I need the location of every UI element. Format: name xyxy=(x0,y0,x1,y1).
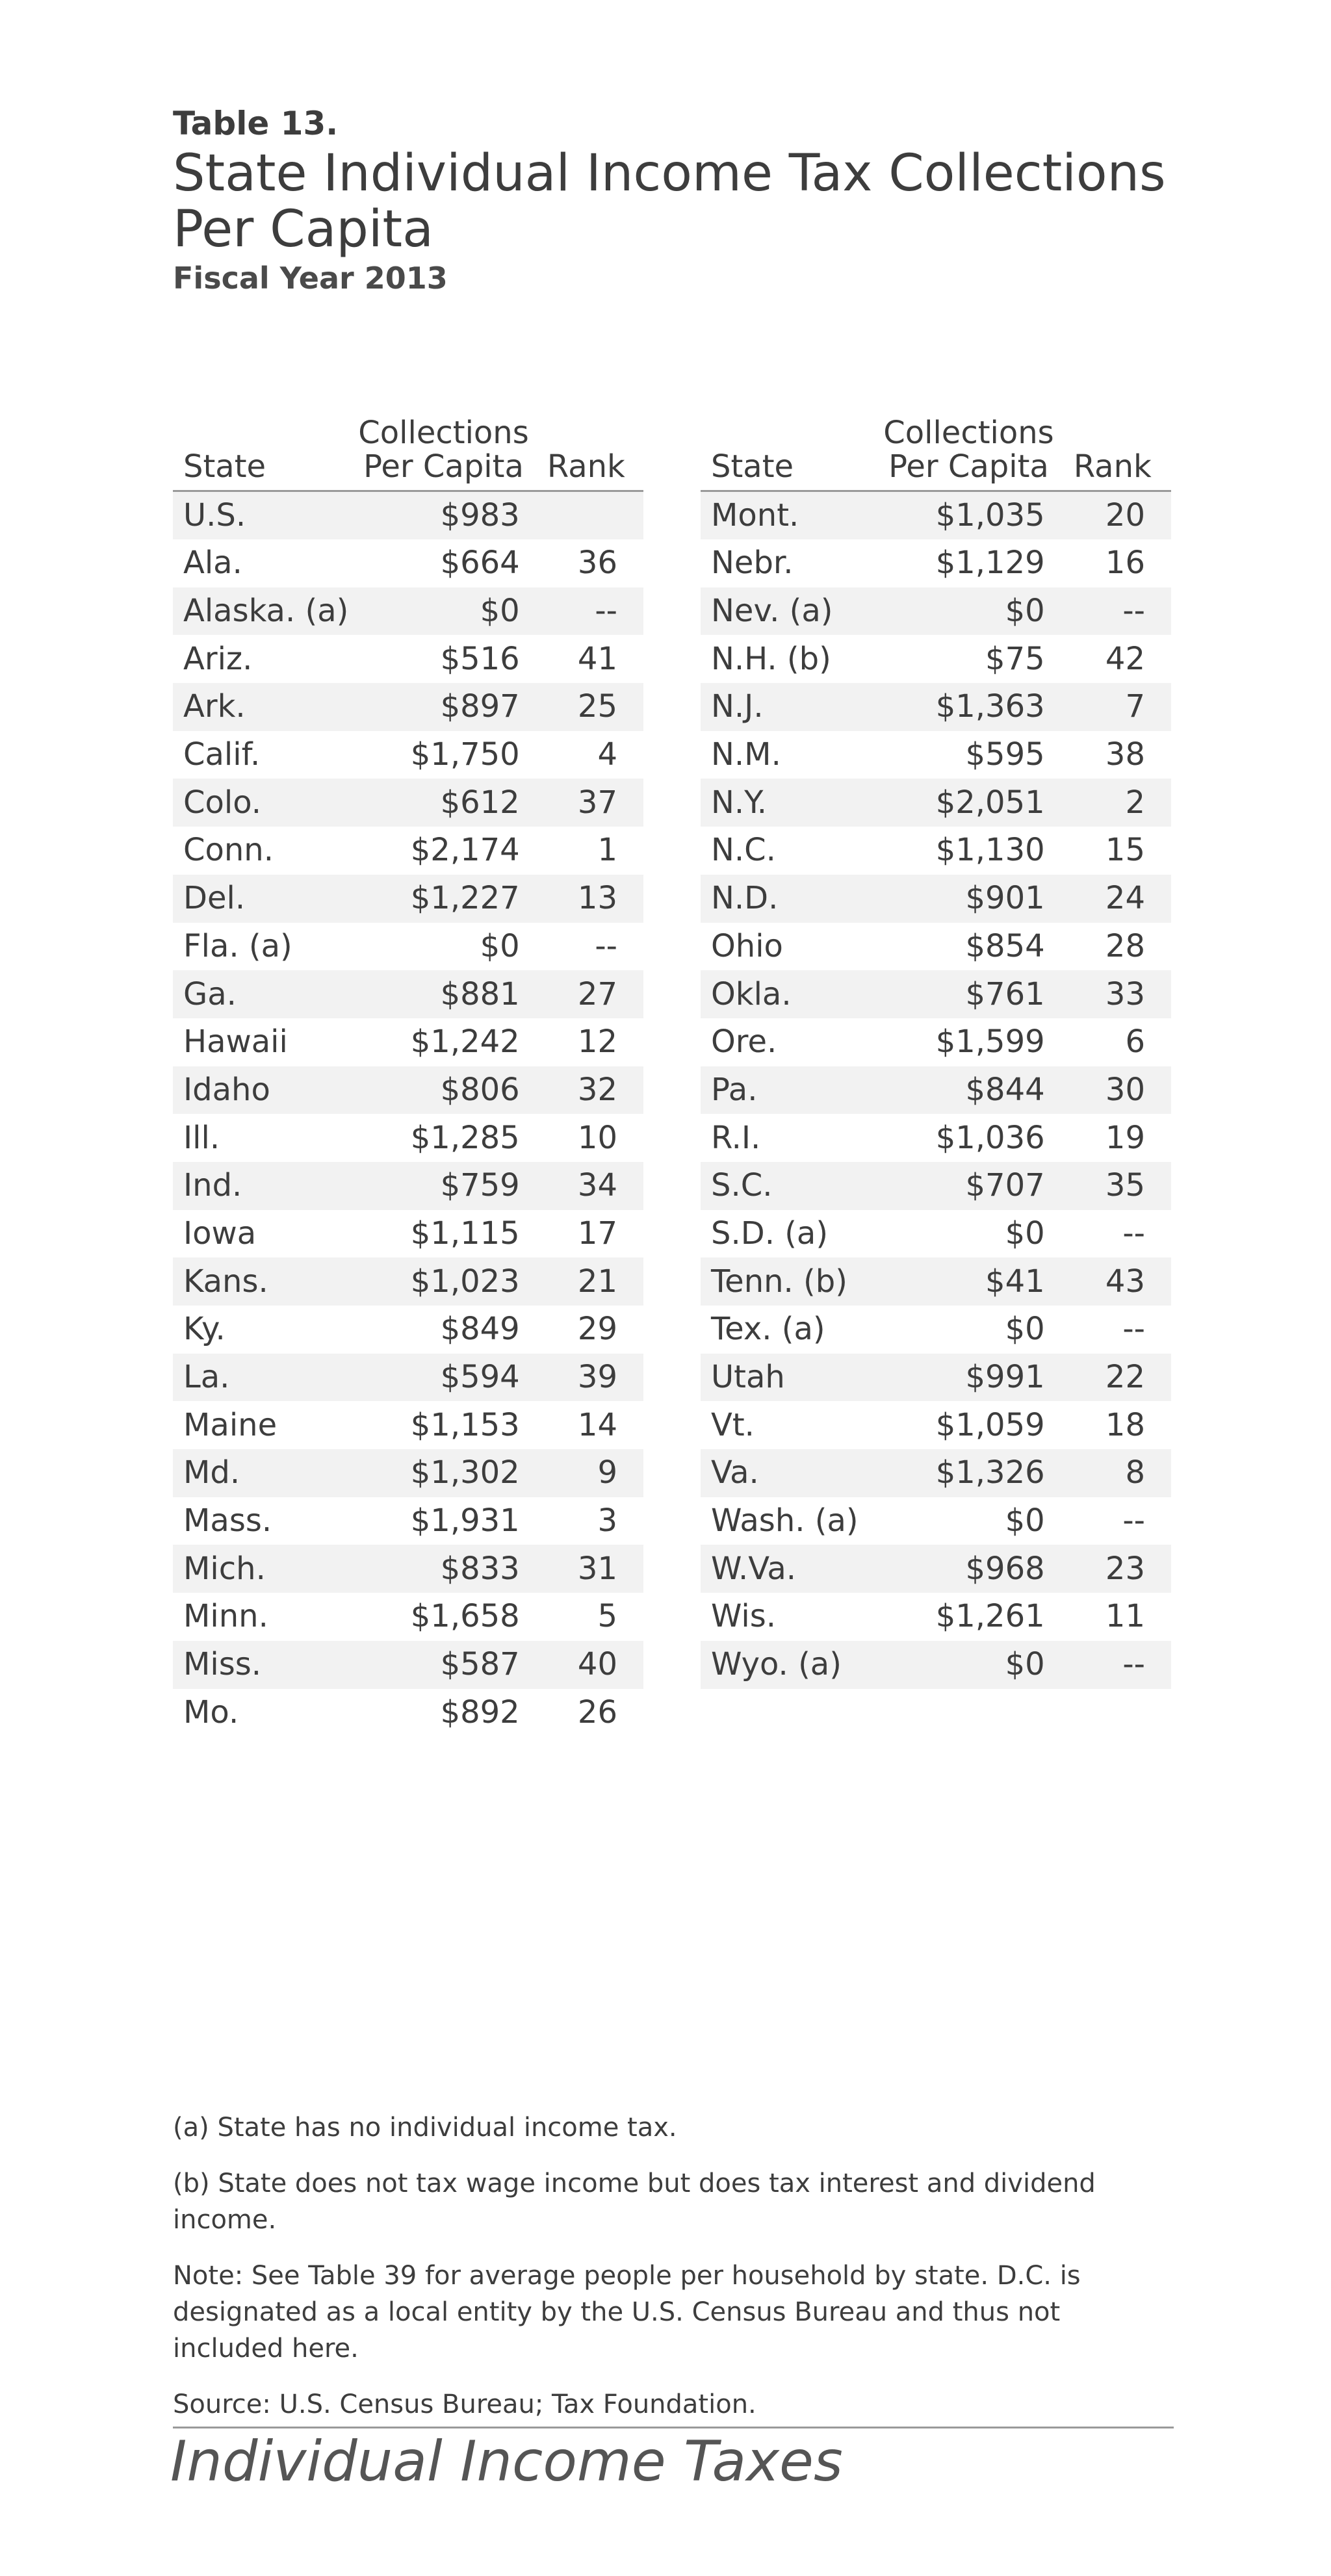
state-cell: Kans. xyxy=(183,1263,268,1300)
rank-cell: 8 xyxy=(1125,1454,1145,1491)
state-cell: Ala. xyxy=(183,545,242,582)
collections-cell: $1,326 xyxy=(935,1454,1045,1491)
table-row xyxy=(173,1497,643,1545)
rank-cell: 33 xyxy=(1105,975,1145,1012)
state-cell: Hawaii xyxy=(183,1024,288,1061)
state-cell: Ill. xyxy=(183,1119,220,1156)
source-line: Source: U.S. Census Bureau; Tax Foundation. xyxy=(173,2389,756,2419)
rank-cell: 43 xyxy=(1105,1263,1145,1300)
collections-cell: $0 xyxy=(1005,593,1045,630)
collections-cell: $0 xyxy=(480,593,520,630)
rank-cell: 25 xyxy=(577,688,617,725)
collections-cell: $1,227 xyxy=(410,880,520,917)
rank-cell: -- xyxy=(595,593,617,630)
table-row xyxy=(173,1018,643,1066)
table-row xyxy=(701,875,1171,923)
table-row xyxy=(701,635,1171,683)
state-cell: S.D. (a) xyxy=(711,1215,829,1252)
state-cell: Nev. (a) xyxy=(711,593,833,630)
state-column-header: State xyxy=(173,416,358,491)
collections-cell: $1,285 xyxy=(410,1119,520,1156)
state-cell: Mich. xyxy=(183,1550,266,1587)
collections-cell: $1,302 xyxy=(410,1454,520,1491)
table-row xyxy=(173,1066,643,1114)
table-row xyxy=(701,491,1171,540)
state-cell: Idaho xyxy=(183,1071,270,1108)
collections-cell: $968 xyxy=(965,1550,1045,1587)
collections-cell: $2,174 xyxy=(410,832,520,869)
table-row xyxy=(173,1210,643,1258)
state-cell: Tenn. (b) xyxy=(711,1263,847,1300)
table-body-left xyxy=(173,491,643,1737)
table-row xyxy=(701,1449,1171,1497)
state-cell: Fla. (a) xyxy=(183,927,292,964)
state-cell: Mont. xyxy=(711,497,799,534)
footnotes xyxy=(173,2109,1174,2423)
collections-column-header xyxy=(358,416,528,491)
collections-cell: $1,658 xyxy=(410,1598,520,1635)
rank-cell: -- xyxy=(1122,1502,1145,1539)
table-row xyxy=(701,827,1171,875)
collections-cell: $1,036 xyxy=(935,1119,1045,1156)
rank-cell: 37 xyxy=(577,784,617,821)
table-row xyxy=(701,1114,1171,1162)
rank-cell: -- xyxy=(1122,593,1145,630)
table-row xyxy=(701,1162,1171,1210)
state-cell: Nebr. xyxy=(711,545,794,582)
state-cell: R.I. xyxy=(711,1119,761,1156)
state-cell: Calif. xyxy=(183,736,261,773)
collections-cell: $1,750 xyxy=(410,736,520,773)
page-header xyxy=(173,104,1174,296)
state-cell: Miss. xyxy=(183,1646,262,1683)
page-subtitle: Fiscal Year 2013 xyxy=(173,261,448,296)
table-row xyxy=(701,1401,1171,1449)
state-cell: N.D. xyxy=(711,880,779,917)
section-title: Individual Income Taxes xyxy=(170,2429,843,2494)
rank-cell: 31 xyxy=(577,1550,617,1587)
state-cell: Ky. xyxy=(183,1311,226,1348)
rank-cell: 5 xyxy=(597,1598,617,1635)
state-cell: N.J. xyxy=(711,688,764,725)
rank-cell: 17 xyxy=(577,1215,617,1252)
rank-cell: 20 xyxy=(1105,497,1145,534)
table-number: Table 13. xyxy=(173,105,339,142)
state-cell: Pa. xyxy=(711,1071,758,1108)
state-cell: N.C. xyxy=(711,832,776,869)
rank-cell: 9 xyxy=(597,1454,617,1491)
table-row xyxy=(701,1210,1171,1258)
state-cell: Ga. xyxy=(183,975,237,1012)
collections-cell: $0 xyxy=(1005,1311,1045,1348)
collections-cell: $707 xyxy=(965,1167,1045,1204)
rank-column-header: Rank xyxy=(1054,416,1171,491)
collections-table-right xyxy=(701,416,1171,1689)
footer-divider xyxy=(173,2427,1174,2428)
rank-cell: 24 xyxy=(1105,880,1145,917)
footnote-a: (a) State has no individual income tax. xyxy=(173,2113,677,2143)
state-cell: Ark. xyxy=(183,688,246,725)
table-row xyxy=(173,779,643,827)
state-cell: Ohio xyxy=(711,927,783,964)
collections-header-line1: Collections xyxy=(358,415,529,451)
footnote-b: (b) State does not tax wage income but does tax interest and dividend income. xyxy=(173,2169,1096,2235)
rank-column-header: Rank xyxy=(529,416,643,491)
collections-cell: $844 xyxy=(965,1071,1045,1108)
rank-cell: 34 xyxy=(577,1167,617,1204)
table-row xyxy=(701,923,1171,971)
rank-cell: 11 xyxy=(1105,1598,1145,1635)
table-row xyxy=(173,875,643,923)
collections-cell: $1,115 xyxy=(410,1215,520,1252)
table-row xyxy=(701,779,1171,827)
table-row xyxy=(173,1162,643,1210)
collections-cell: $1,261 xyxy=(935,1598,1045,1635)
state-cell: Del. xyxy=(183,880,246,917)
collections-cell: $1,363 xyxy=(935,688,1045,725)
collections-table-left xyxy=(173,416,643,1736)
collections-cell: $664 xyxy=(440,545,520,582)
table-header-row xyxy=(173,416,643,491)
state-cell: Vt. xyxy=(711,1406,755,1443)
table-row xyxy=(173,1354,643,1402)
state-cell: U.S. xyxy=(183,497,246,534)
collections-cell: $892 xyxy=(440,1694,520,1731)
collections-cell: $595 xyxy=(965,736,1045,773)
state-cell: Iowa xyxy=(183,1215,257,1252)
rank-cell: -- xyxy=(1122,1311,1145,1348)
collections-cell: $833 xyxy=(440,1550,520,1587)
rank-cell: -- xyxy=(1122,1646,1145,1683)
collections-cell: $901 xyxy=(965,880,1045,917)
state-cell: Va. xyxy=(711,1454,759,1491)
collections-cell: $761 xyxy=(965,975,1045,1012)
state-cell: Mass. xyxy=(183,1502,272,1539)
table-row xyxy=(701,1641,1171,1689)
table-row xyxy=(173,1114,643,1162)
table-row xyxy=(173,970,643,1018)
table-row xyxy=(173,827,643,875)
collections-cell: $806 xyxy=(440,1071,520,1108)
table-row xyxy=(173,1449,643,1497)
state-cell: Ariz. xyxy=(183,640,253,677)
table-row xyxy=(701,1306,1171,1354)
table-row xyxy=(173,1257,643,1306)
state-cell: W.Va. xyxy=(711,1550,796,1587)
collections-cell: $0 xyxy=(1005,1646,1045,1683)
table-row xyxy=(701,731,1171,779)
table-row xyxy=(701,1066,1171,1114)
table-row xyxy=(173,1306,643,1354)
rank-cell: 16 xyxy=(1105,545,1145,582)
table-row xyxy=(173,1401,643,1449)
table-header-row xyxy=(701,416,1171,491)
table-row xyxy=(701,539,1171,587)
collections-cell: $983 xyxy=(440,497,520,534)
state-cell: N.M. xyxy=(711,736,781,773)
rank-cell: 1 xyxy=(597,832,617,869)
table-row xyxy=(173,1641,643,1689)
rank-cell: 23 xyxy=(1105,1550,1145,1587)
collections-header-line2: Per Capita xyxy=(363,448,524,485)
state-cell: Wash. (a) xyxy=(711,1502,859,1539)
state-cell: N.Y. xyxy=(711,784,768,821)
table-note: Note: See Table 39 for average people per household by state. D.C. is designated as a local entity by the U.S. Census Bureau and thus not included here. xyxy=(173,2261,1081,2363)
table-row xyxy=(173,587,643,636)
rank-cell: -- xyxy=(1122,1215,1145,1252)
state-cell: Ind. xyxy=(183,1167,242,1204)
rank-cell: 4 xyxy=(597,736,617,773)
collections-cell: $881 xyxy=(440,975,520,1012)
collections-cell: $1,129 xyxy=(935,545,1045,582)
rank-cell: 21 xyxy=(577,1263,617,1300)
state-cell: Ore. xyxy=(711,1024,777,1061)
table-row xyxy=(701,1545,1171,1593)
rank-cell: 30 xyxy=(1105,1071,1145,1108)
collections-cell: $587 xyxy=(440,1646,520,1683)
collections-cell: $41 xyxy=(985,1263,1045,1300)
rank-cell: 3 xyxy=(597,1502,617,1539)
table-row xyxy=(701,1593,1171,1641)
state-cell: Minn. xyxy=(183,1598,268,1635)
rank-cell: -- xyxy=(595,927,617,964)
table-row xyxy=(173,539,643,587)
rank-cell: 6 xyxy=(1125,1024,1145,1061)
collections-cell: $1,931 xyxy=(410,1502,520,1539)
state-cell: Colo. xyxy=(183,784,261,821)
table-row xyxy=(173,731,643,779)
collections-header-line2: Per Capita xyxy=(888,448,1049,485)
rank-cell: 36 xyxy=(577,545,617,582)
collections-cell: $612 xyxy=(440,784,520,821)
rank-cell: 7 xyxy=(1125,688,1145,725)
table-row xyxy=(701,683,1171,731)
collections-cell: $1,130 xyxy=(935,832,1045,869)
collections-cell: $1,035 xyxy=(935,497,1045,534)
collections-header-line1: Collections xyxy=(883,415,1054,451)
collections-cell: $516 xyxy=(440,640,520,677)
state-cell: Wyo. (a) xyxy=(711,1646,842,1683)
collections-cell: $0 xyxy=(1005,1215,1045,1252)
state-cell: Md. xyxy=(183,1454,240,1491)
collections-cell: $854 xyxy=(965,927,1045,964)
state-cell: Mo. xyxy=(183,1694,239,1731)
state-cell: S.C. xyxy=(711,1167,773,1204)
collections-cell: $1,023 xyxy=(410,1263,520,1300)
rank-cell: 2 xyxy=(1125,784,1145,821)
collections-cell: $1,242 xyxy=(410,1024,520,1061)
state-cell: La. xyxy=(183,1359,230,1396)
state-cell: Utah xyxy=(711,1359,785,1396)
collections-cell: $1,059 xyxy=(935,1406,1045,1443)
rank-cell: 42 xyxy=(1105,640,1145,677)
table-row xyxy=(173,683,643,731)
collections-column-header xyxy=(883,416,1053,491)
collections-cell: $849 xyxy=(440,1311,520,1348)
collections-cell: $897 xyxy=(440,688,520,725)
rank-cell: 13 xyxy=(577,880,617,917)
state-cell: N.H. (b) xyxy=(711,640,831,677)
state-cell: Conn. xyxy=(183,832,274,869)
rank-cell: 32 xyxy=(577,1071,617,1108)
state-cell: Okla. xyxy=(711,975,792,1012)
collections-cell: $75 xyxy=(985,640,1045,677)
collections-cell: $991 xyxy=(965,1359,1045,1396)
rank-cell: 28 xyxy=(1105,927,1145,964)
rank-cell: 18 xyxy=(1105,1406,1145,1443)
table-row xyxy=(173,1593,643,1641)
rank-cell: 19 xyxy=(1105,1119,1145,1156)
state-cell: Tex. (a) xyxy=(711,1311,825,1348)
collections-cell: $1,153 xyxy=(410,1406,520,1443)
rank-cell xyxy=(529,491,643,540)
table-row xyxy=(701,1497,1171,1545)
collections-cell: $2,051 xyxy=(935,784,1045,821)
table-row xyxy=(701,1354,1171,1402)
collections-cell: $1,599 xyxy=(935,1024,1045,1061)
table-body-right xyxy=(701,491,1171,1689)
rank-cell: 41 xyxy=(577,640,617,677)
collections-cell: $0 xyxy=(480,927,520,964)
table-row xyxy=(173,1689,643,1737)
rank-cell: 22 xyxy=(1105,1359,1145,1396)
state-cell: Alaska. (a) xyxy=(183,593,349,630)
collections-cell: $0 xyxy=(1005,1502,1045,1539)
table-row xyxy=(701,970,1171,1018)
rank-cell: 38 xyxy=(1105,736,1145,773)
table-row xyxy=(173,635,643,683)
state-cell: Wis. xyxy=(711,1598,777,1635)
state-cell: Maine xyxy=(183,1406,278,1443)
rank-cell: 12 xyxy=(577,1024,617,1061)
table-row xyxy=(701,587,1171,636)
table-row xyxy=(173,923,643,971)
rank-cell: 29 xyxy=(577,1311,617,1348)
rank-cell: 14 xyxy=(577,1406,617,1443)
rank-cell: 10 xyxy=(577,1119,617,1156)
table-row xyxy=(701,1257,1171,1306)
rank-cell: 35 xyxy=(1105,1167,1145,1204)
collections-cell: $594 xyxy=(440,1359,520,1396)
rank-cell: 40 xyxy=(577,1646,617,1683)
table-row xyxy=(701,1018,1171,1066)
table-row xyxy=(173,491,643,540)
rank-cell: 27 xyxy=(577,975,617,1012)
state-column-header: State xyxy=(701,416,883,491)
rank-cell: 26 xyxy=(577,1694,617,1731)
rank-cell: 15 xyxy=(1105,832,1145,869)
rank-cell: 39 xyxy=(577,1359,617,1396)
table-row xyxy=(173,1545,643,1593)
page-title: State Individual Income Tax Collections Per Capita xyxy=(173,144,1166,259)
collections-cell: $759 xyxy=(440,1167,520,1204)
